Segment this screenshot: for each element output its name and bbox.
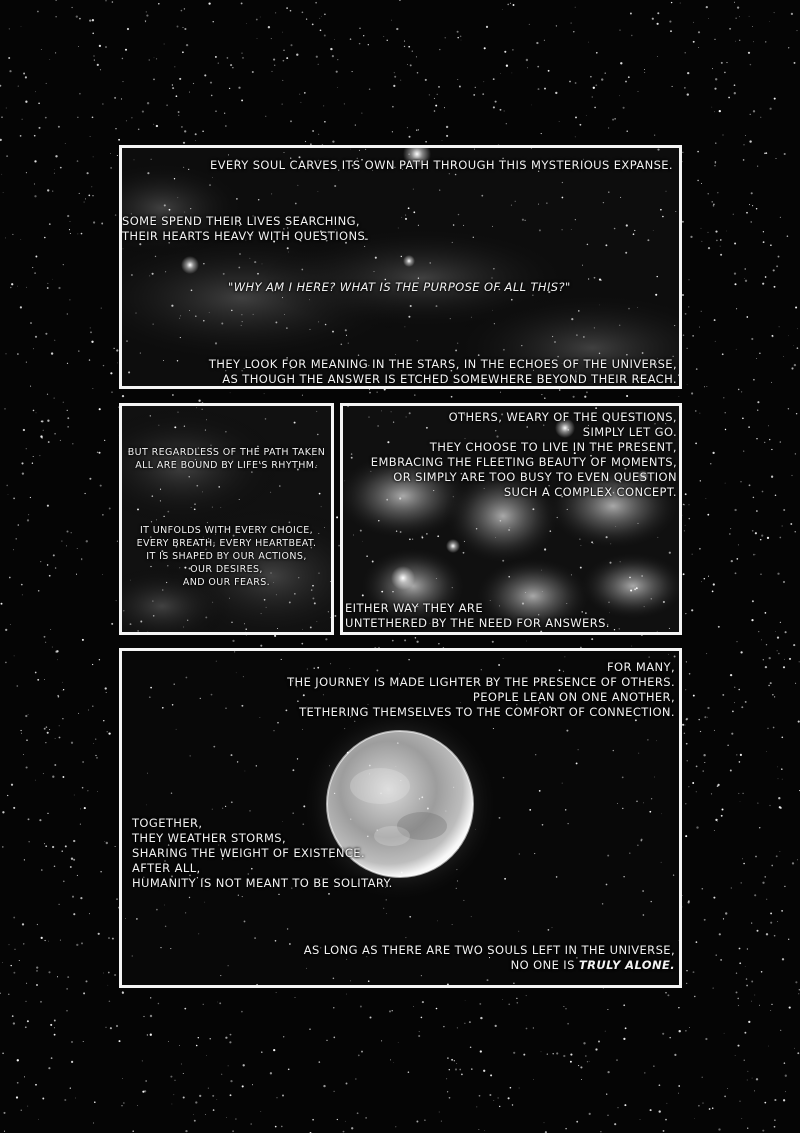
panel3-others: OTHERS, WEARY OF THE QUESTIONS, SIMPLY LET GO. THEY CHOOSE TO LIVE IN THE PRESENT, EMBRACING THE FLEETING BEAUTY OF MOMENTS, OR SIMPLY ARE TOO BUSY TO EVEN QUESTION SUCH A COMPLEX CONCEPT.: [370, 410, 677, 499]
panel-1: [119, 145, 682, 389]
panel1-quote: "WHY AM I HERE? WHAT IS THE PURPOSE OF ALL THIS?": [228, 280, 571, 294]
panel4-many: FOR MANY, THE JOURNEY IS MADE LIGHTER BY THE PRESENCE OF OTHERS. PEOPLE LEAN ON ONE ANOTHER, TETHERING THEMSELVES TO THE COMFORT OF CONNECTION.: [287, 660, 675, 719]
panel4-closing: AS LONG AS THERE ARE TWO SOULS LEFT IN THE UNIVERSE, NO ONE IS TRULY ALONE.: [303, 943, 675, 972]
panel2-unfolds: IT UNFOLDS WITH EVERY CHOICE, EVERY BREATH, EVERY HEARTBEAT. IT IS SHAPED BY OUR ACTIONS, OUR DESIRES, AND OUR FEARS.: [136, 525, 317, 588]
panel-4: [119, 648, 682, 988]
panel1-searching: SOME SPEND THEIR LIVES SEARCHING, THEIR HEARTS HEAVY WITH QUESTIONS.: [122, 214, 370, 243]
panel3-either: EITHER WAY THEY ARE UNTETHERED BY THE NEED FOR ANSWERS.: [345, 601, 610, 630]
cloud-background: [122, 406, 334, 635]
truly-alone-emphasis: TRULY ALONE.: [578, 958, 675, 972]
panel1-meaning: THEY LOOK FOR MEANING IN THE STARS, IN THE ECHOES OF THE UNIVERSE, AS THOUGH THE ANSWER IS ETCHED SOMEWHERE BEYOND THEIR REACH.: [208, 357, 677, 386]
panel-3: [340, 403, 682, 635]
nebula-background: [122, 148, 682, 389]
panel2-bound: BUT REGARDLESS OF THE PATH TAKEN ALL ARE BOUND BY LIFE'S RHYTHM.: [127, 447, 326, 471]
panel-2: [119, 403, 334, 635]
panel4-together: TOGETHER, THEY WEATHER STORMS, SHARING THE WEIGHT OF EXISTENCE. AFTER ALL, HUMANITY IS NOT MEANT TO BE SOLITARY.: [132, 816, 393, 890]
panel1-line1: EVERY SOUL CARVES ITS OWN PATH THROUGH THIS MYSTERIOUS EXPANSE.: [209, 158, 673, 172]
